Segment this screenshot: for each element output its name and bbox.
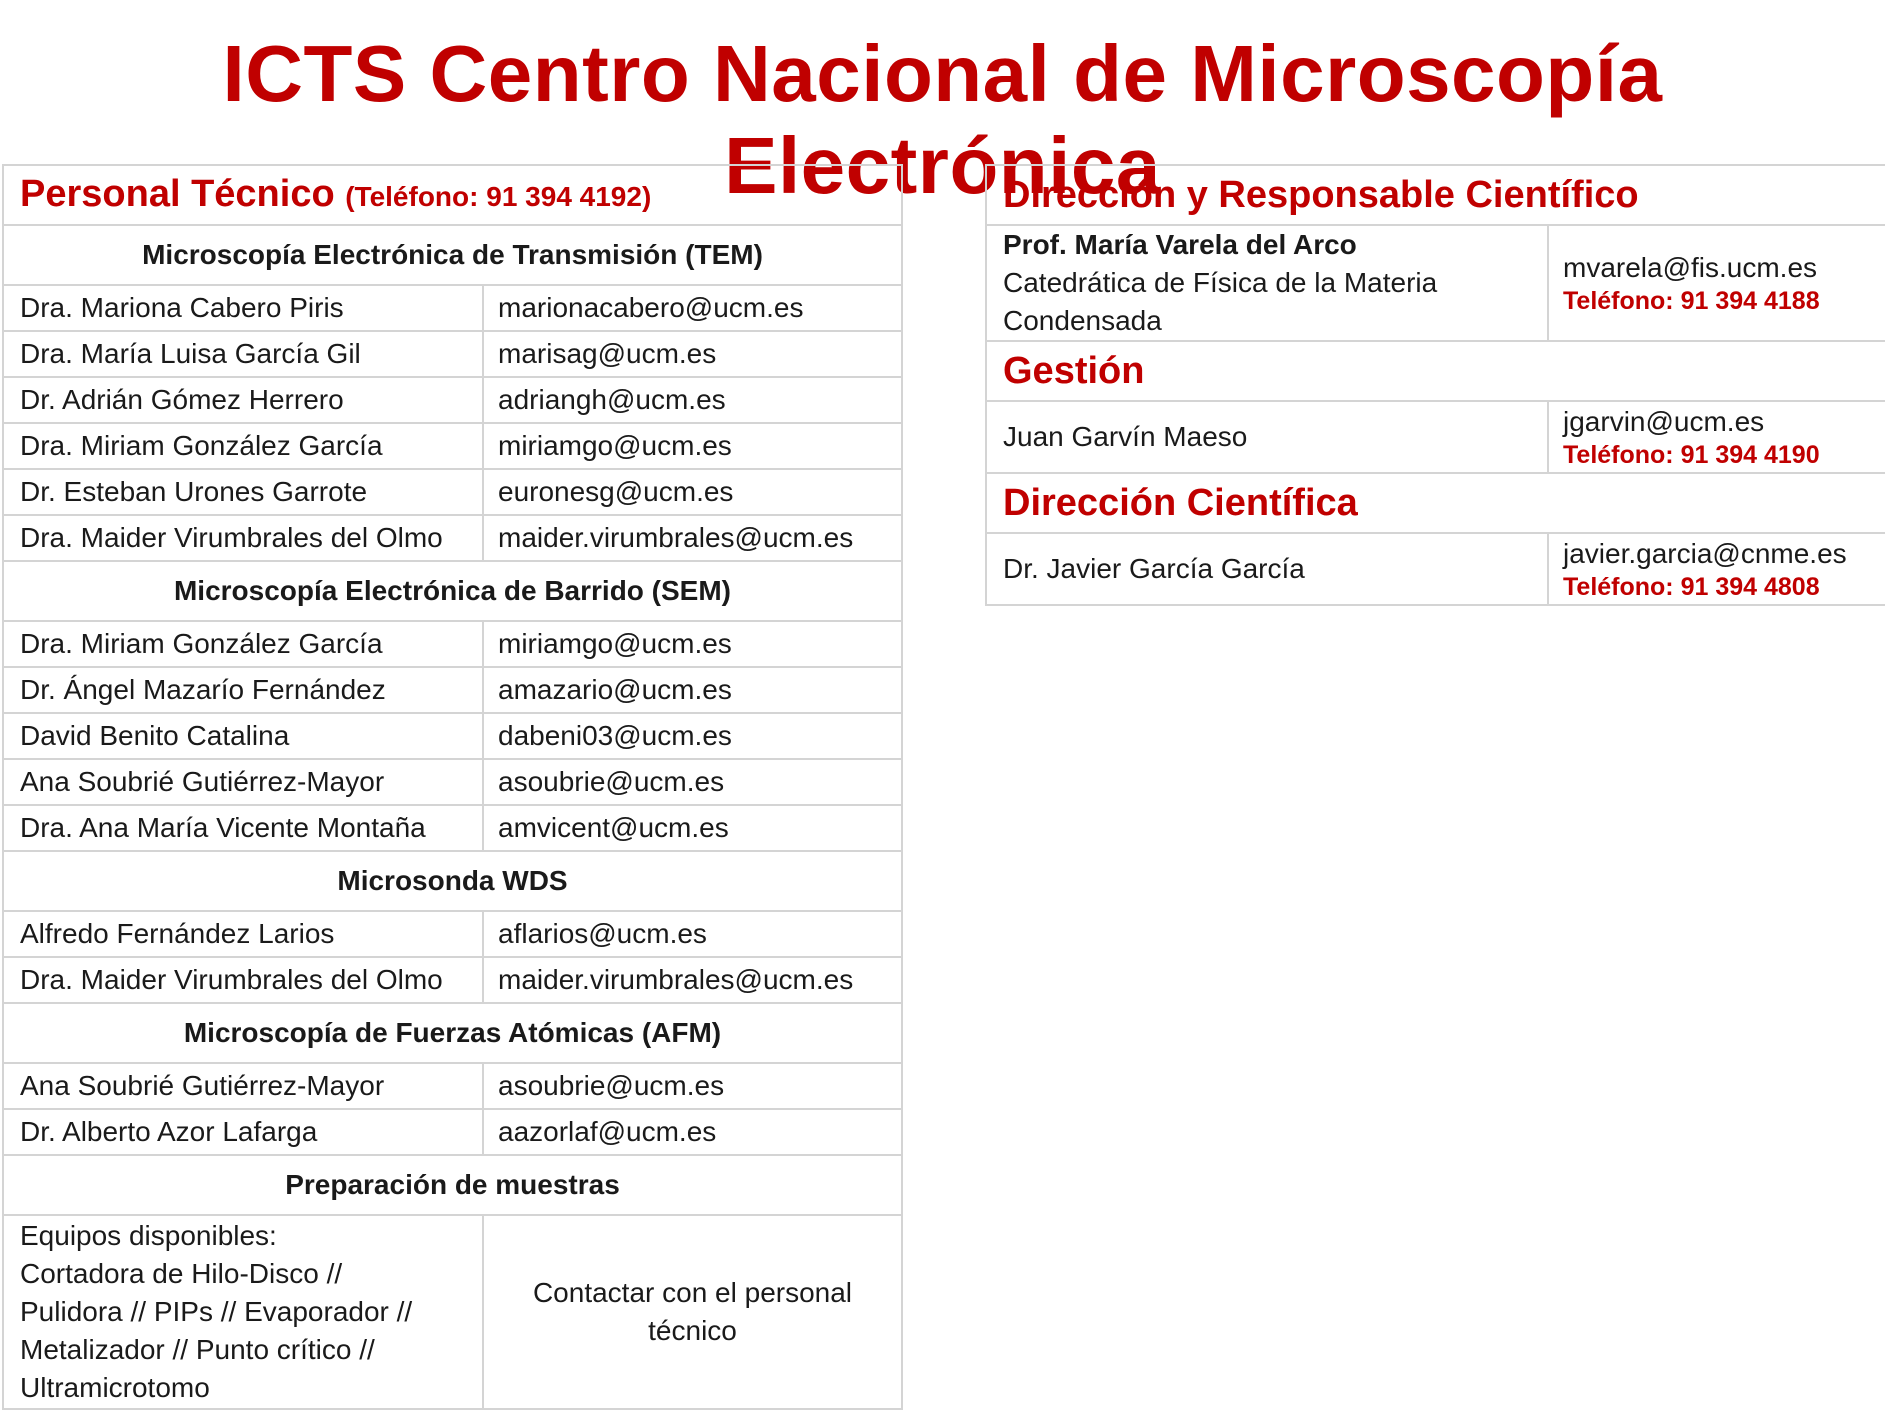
table-row: [3, 713, 902, 759]
table-row: [3, 1109, 902, 1155]
staff-email[interactable]: marisag@ucm.es: [483, 331, 902, 377]
table-row: [3, 423, 902, 469]
contact-note-line: Contactar con el personal: [532, 1277, 853, 1308]
staff-email[interactable]: amvicent@ucm.es: [483, 805, 902, 851]
staff-email[interactable]: miriamgo@ucm.es: [483, 423, 902, 469]
staff-email[interactable]: aflarios@ucm.es: [483, 911, 902, 957]
scientific-name: Dr. Javier García García: [986, 533, 1548, 605]
table-row: [3, 377, 902, 423]
gestion-heading: Gestión: [986, 341, 1885, 401]
staff-name: Dra. Maider Virumbrales del Olmo: [3, 515, 483, 561]
table-row: [3, 621, 902, 667]
staff-email[interactable]: marionacabero@ucm.es: [483, 285, 902, 331]
director-email[interactable]: mvarela@fis.ucm.es: [1563, 252, 1818, 283]
table-row: [3, 469, 902, 515]
table-row: [3, 667, 902, 713]
staff-name: Dr. Alberto Azor Lafarga: [3, 1109, 483, 1155]
director-name: Prof. María Varela del Arco: [1003, 229, 1357, 260]
staff-email[interactable]: asoubrie@ucm.es: [483, 759, 902, 805]
staff-name: Dr. Esteban Urones Garrote: [3, 469, 483, 515]
director-role: Condensada: [1003, 305, 1162, 336]
staff-name: Dra. Miriam González García: [3, 621, 483, 667]
staff-name: Ana Soubrié Gutiérrez-Mayor: [3, 1063, 483, 1109]
staff-email[interactable]: adriangh@ucm.es: [483, 377, 902, 423]
technical-staff-title: Personal Técnico: [20, 172, 335, 215]
section-heading-sem: Microscopía Electrónica de Barrido (SEM): [3, 561, 902, 621]
staff-email[interactable]: aazorlaf@ucm.es: [483, 1109, 902, 1155]
table-row: [3, 331, 902, 377]
page-title: ICTS Centro Nacional de Microscopía Electrónica: [222, 29, 1663, 210]
table-row: [3, 285, 902, 331]
contact-note: [483, 1215, 902, 1409]
scientific-email[interactable]: javier.garcia@cnme.es: [1563, 538, 1847, 569]
staff-name: Dra. María Luisa García Gil: [3, 331, 483, 377]
equipment-line: Ultramicrotomo: [20, 1372, 210, 1403]
table-row: [3, 957, 902, 1003]
staff-email[interactable]: asoubrie@ucm.es: [483, 1063, 902, 1109]
director-role: Catedrática de Física de la Materia: [1003, 267, 1438, 298]
equipment-list: [3, 1215, 483, 1409]
technical-staff-heading: [3, 165, 902, 225]
gestion-name: Juan Garvín Maeso: [986, 401, 1548, 473]
contact-note-line: técnico: [648, 1315, 737, 1346]
management-table: [985, 164, 1885, 606]
equipment-line: Pulidora // PIPs // Evaporador //: [20, 1296, 413, 1327]
scientific-phone: Teléfono: 91 394 4808: [1563, 573, 1820, 601]
technical-staff-phone: (Teléfono: 91 394 4192): [345, 180, 652, 212]
section-heading-afm: Microscopía de Fuerzas Atómicas (AFM): [3, 1003, 902, 1063]
staff-name: Dra. Mariona Cabero Piris: [3, 285, 483, 331]
direction-contact: [1548, 225, 1885, 341]
direction-person: [986, 225, 1548, 341]
staff-email[interactable]: amazario@ucm.es: [483, 667, 902, 713]
table-row: [3, 515, 902, 561]
equipment-label: Equipos disponibles:: [20, 1220, 277, 1251]
section-heading-sample-prep: Preparación de muestras: [3, 1155, 902, 1215]
staff-email[interactable]: euronesg@ucm.es: [483, 469, 902, 515]
staff-email[interactable]: dabeni03@ucm.es: [483, 713, 902, 759]
staff-email[interactable]: miriamgo@ucm.es: [483, 621, 902, 667]
gestion-contact: [1548, 401, 1885, 473]
staff-name: Dra. Ana María Vicente Montaña: [3, 805, 483, 851]
staff-name: Dra. Miriam González García: [3, 423, 483, 469]
equipment-line: Cortadora de Hilo-Disco //: [20, 1258, 343, 1289]
staff-name: Ana Soubrié Gutiérrez-Mayor: [3, 759, 483, 805]
table-row: [3, 911, 902, 957]
scientific-heading: Dirección Científica: [986, 473, 1885, 533]
staff-name: David Benito Catalina: [3, 713, 483, 759]
technical-staff-table: [2, 164, 903, 1410]
section-heading-wds: Microsonda WDS: [3, 851, 902, 911]
staff-name: Dr. Adrián Gómez Herrero: [3, 377, 483, 423]
direction-heading: Dirección y Responsable Científico: [986, 165, 1885, 225]
staff-name: Dr. Ángel Mazarío Fernández: [3, 667, 483, 713]
staff-email[interactable]: maider.virumbrales@ucm.es: [483, 515, 902, 561]
gestion-phone: Teléfono: 91 394 4190: [1563, 441, 1820, 469]
scientific-contact: [1548, 533, 1885, 605]
table-row: [3, 805, 902, 851]
equipment-line: Metalizador // Punto crítico //: [20, 1334, 375, 1365]
gestion-email[interactable]: jgarvin@ucm.es: [1563, 406, 1765, 437]
staff-name: Alfredo Fernández Larios: [3, 911, 483, 957]
director-phone: Teléfono: 91 394 4188: [1563, 287, 1820, 315]
section-heading-tem: Microscopía Electrónica de Transmisión (TEM): [3, 225, 902, 285]
table-row: [3, 759, 902, 805]
staff-email[interactable]: maider.virumbrales@ucm.es: [483, 957, 902, 1003]
table-row: [3, 1063, 902, 1109]
staff-name: Dra. Maider Virumbrales del Olmo: [3, 957, 483, 1003]
